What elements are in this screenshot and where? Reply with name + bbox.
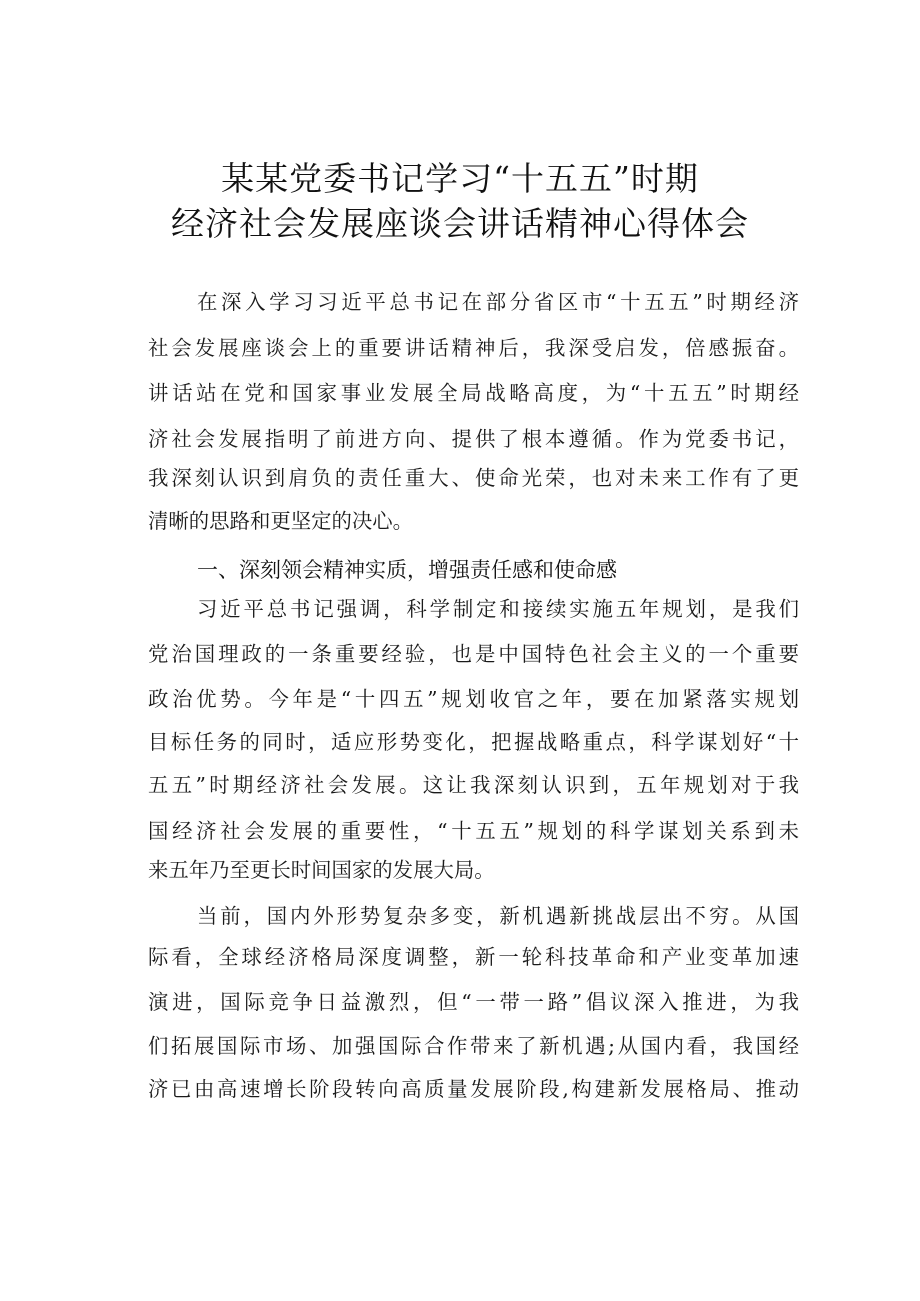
paragraph-3-line: 当前，国内外形势复杂多变，新机遇新挑战层出不穷。从国: [197, 904, 799, 928]
paragraph-2-line: 国经济社会发展的重要性，“十五五”规划的科学谋划关系到未: [148, 819, 799, 843]
paragraph-2-line: 党治国理政的一条重要经验，也是中国特色社会主义的一个重要: [148, 642, 799, 666]
paragraph-2-line: 来五年乃至更长时间国家的发展大局。: [148, 858, 495, 882]
paragraph-1-line: 济社会发展指明了前进方向、提供了根本遵循。作为党委书记，: [148, 427, 799, 451]
paragraph-1-line: 我深刻认识到肩负的责任重大、使命光荣，也对未来工作有了更: [148, 466, 799, 490]
document-title-line-2: 经济社会发展座谈会讲话精神心得体会: [171, 204, 749, 243]
document-title-line-1: 某某党委书记学习“十五五”时期: [221, 159, 699, 198]
paragraph-3-line: 们拓展国际市场、加强国际合作带来了新机遇;从国内看，我国经: [148, 1034, 799, 1058]
paragraph-3-line: 际看，全球经济格局深度调整，新一轮科技革命和产业变革加速: [148, 945, 799, 969]
paragraph-1-line: 社会发展座谈会上的重要讲话精神后，我深受启发，倍感振奋。: [148, 336, 799, 360]
paragraph-3-line: 济已由高速增长阶段转向高质量发展阶段,构建新发展格局、推动: [148, 1077, 799, 1101]
paragraph-1-line: 在深入学习习近平总书记在部分省区市“十五五”时期经济: [197, 290, 799, 314]
paragraph-1-line: 清晰的思路和更坚定的决心。: [148, 509, 414, 533]
paragraph-3-line: 演进，国际竞争日益激烈，但“一带一路”倡议深入推进，为我: [148, 990, 799, 1014]
section-1-heading: 一、深刻领会精神实质，增强责任感和使命感: [197, 558, 617, 582]
paragraph-1-line: 讲话站在党和国家事业发展全局战略高度，为“十五五”时期经: [148, 381, 799, 405]
paragraph-2-line: 政治优势。今年是“十四五”规划收官之年，要在加紧落实规划: [148, 687, 799, 711]
paragraph-2-line: 五五”时期经济社会发展。这让我深刻认识到，五年规划对于我: [148, 773, 799, 797]
paragraph-2-line: 习近平总书记强调，科学制定和接续实施五年规划，是我们: [197, 597, 799, 621]
paragraph-2-line: 目标任务的同时，适应形势变化，把握战略重点，科学谋划好“十: [148, 730, 799, 754]
